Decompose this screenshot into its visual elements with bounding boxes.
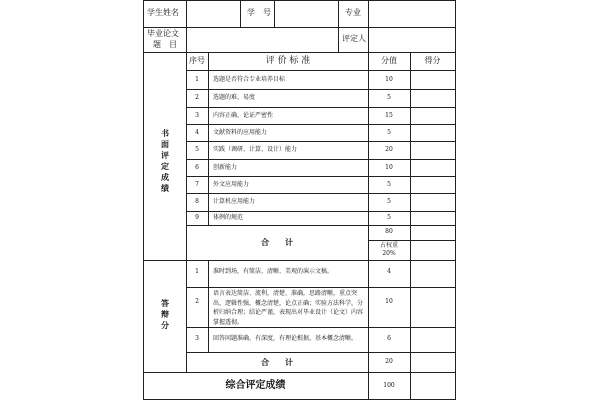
criteria-text: 准时到场，有简洁、清晰、美观的演示文稿。 bbox=[213, 268, 334, 275]
row-line bbox=[186, 89, 456, 90]
points-value: 5 bbox=[387, 94, 391, 101]
row-line bbox=[186, 352, 456, 353]
item-number: 6 bbox=[195, 164, 199, 171]
item-number: 3 bbox=[195, 112, 199, 119]
points-value: 5 bbox=[387, 214, 391, 221]
major-label: 专业 bbox=[345, 8, 361, 17]
table-border-right bbox=[455, 0, 456, 400]
row-line bbox=[368, 240, 456, 241]
row-line bbox=[186, 176, 456, 177]
col-header-points: 分值 bbox=[381, 56, 397, 65]
points-value: 5 bbox=[387, 129, 391, 136]
col-header-criteria: 评 价 标 准 bbox=[265, 56, 311, 66]
criteria-text: 内容正确、论证严密性 bbox=[213, 112, 274, 119]
item-number: 8 bbox=[195, 198, 199, 205]
item-number: 9 bbox=[195, 214, 199, 221]
criteria-text: 实践（调研、计算、设计）能力 bbox=[213, 146, 298, 153]
points-value: 4 bbox=[387, 268, 391, 275]
col-line bbox=[274, 0, 275, 27]
row-line bbox=[186, 124, 456, 125]
written-section-label: 书面评定成绩 bbox=[161, 128, 169, 193]
col-line bbox=[240, 0, 241, 27]
points-value: 5 bbox=[387, 181, 391, 188]
overall-label: 综合评定成绩 bbox=[225, 380, 286, 391]
col-line bbox=[208, 260, 209, 352]
item-number: 2 bbox=[195, 298, 199, 305]
row-line bbox=[186, 70, 456, 71]
points-value: 20 bbox=[385, 146, 393, 153]
criteria-text: 选题的难、易度 bbox=[213, 94, 256, 101]
defense-section-label: 答辩分 bbox=[161, 298, 169, 330]
criteria-text: 文献资料的应用能力 bbox=[213, 129, 268, 136]
criteria-text: 语言表达简洁、流利，清楚、准确，思路清晰，重点突出，逻辑性强，概念清楚，论点正确；实验方法科学，分析归纳合理；结论严谨，表现出对毕业设计（论文）内容掌握透彻。 bbox=[213, 290, 364, 326]
criteria-text: 外文应用能力 bbox=[213, 181, 250, 188]
defense-total-points: 20 bbox=[385, 358, 393, 365]
defense-total-label: 合 计 bbox=[261, 357, 293, 367]
grader-label: 评定人 bbox=[342, 34, 366, 43]
col-line bbox=[368, 52, 369, 400]
col-header-seq: 序号 bbox=[189, 56, 205, 65]
row-line bbox=[143, 27, 456, 28]
row-line bbox=[186, 225, 456, 226]
table-border-left bbox=[143, 0, 144, 400]
overall-points: 100 bbox=[383, 382, 395, 389]
points-value: 10 bbox=[385, 298, 393, 305]
item-number: 7 bbox=[195, 181, 199, 188]
item-number: 1 bbox=[195, 76, 199, 83]
points-value: 10 bbox=[385, 76, 393, 83]
row-line bbox=[186, 193, 456, 194]
criteria-text: 创新能力 bbox=[213, 164, 238, 171]
criteria-text: 体例的规范 bbox=[213, 214, 244, 221]
row-line bbox=[186, 211, 456, 212]
col-header-score: 得分 bbox=[424, 56, 441, 65]
col-line bbox=[410, 52, 411, 400]
points-value: 5 bbox=[387, 198, 391, 205]
item-number: 1 bbox=[195, 268, 199, 275]
item-number: 3 bbox=[195, 335, 199, 342]
col-line bbox=[368, 0, 369, 52]
criteria-text: 选题是否符合专业培养目标 bbox=[213, 76, 286, 83]
written-weight-label: 占权重 bbox=[379, 242, 398, 249]
item-number: 5 bbox=[195, 146, 199, 153]
written-total-label: 合 计 bbox=[261, 237, 293, 247]
thesis-title-label-line2: 题 目 bbox=[153, 40, 177, 49]
item-number: 4 bbox=[195, 129, 199, 136]
col-line bbox=[186, 0, 187, 52]
row-line bbox=[186, 107, 456, 108]
written-total-points: 80 bbox=[385, 228, 393, 235]
criteria-text: 回答问题准确、有深度，有理论根据，基本概念清晰。 bbox=[213, 335, 358, 342]
student-name-label: 学生姓名 bbox=[147, 8, 179, 17]
criteria-text: 计算机应用能力 bbox=[213, 198, 256, 205]
col-line bbox=[208, 52, 209, 225]
item-number: 2 bbox=[195, 94, 199, 101]
table-border-top bbox=[143, 0, 456, 1]
row-line bbox=[186, 327, 456, 328]
row-line bbox=[186, 141, 456, 142]
row-line bbox=[186, 287, 456, 288]
points-value: 10 bbox=[385, 164, 393, 171]
written-weight-value: 20% bbox=[382, 250, 396, 257]
points-value: 6 bbox=[387, 335, 391, 342]
thesis-title-label: 毕业论文 bbox=[147, 29, 179, 38]
col-line bbox=[338, 0, 339, 52]
row-line bbox=[186, 159, 456, 160]
student-id-label: 学 号 bbox=[247, 8, 271, 17]
points-value: 15 bbox=[385, 112, 393, 119]
